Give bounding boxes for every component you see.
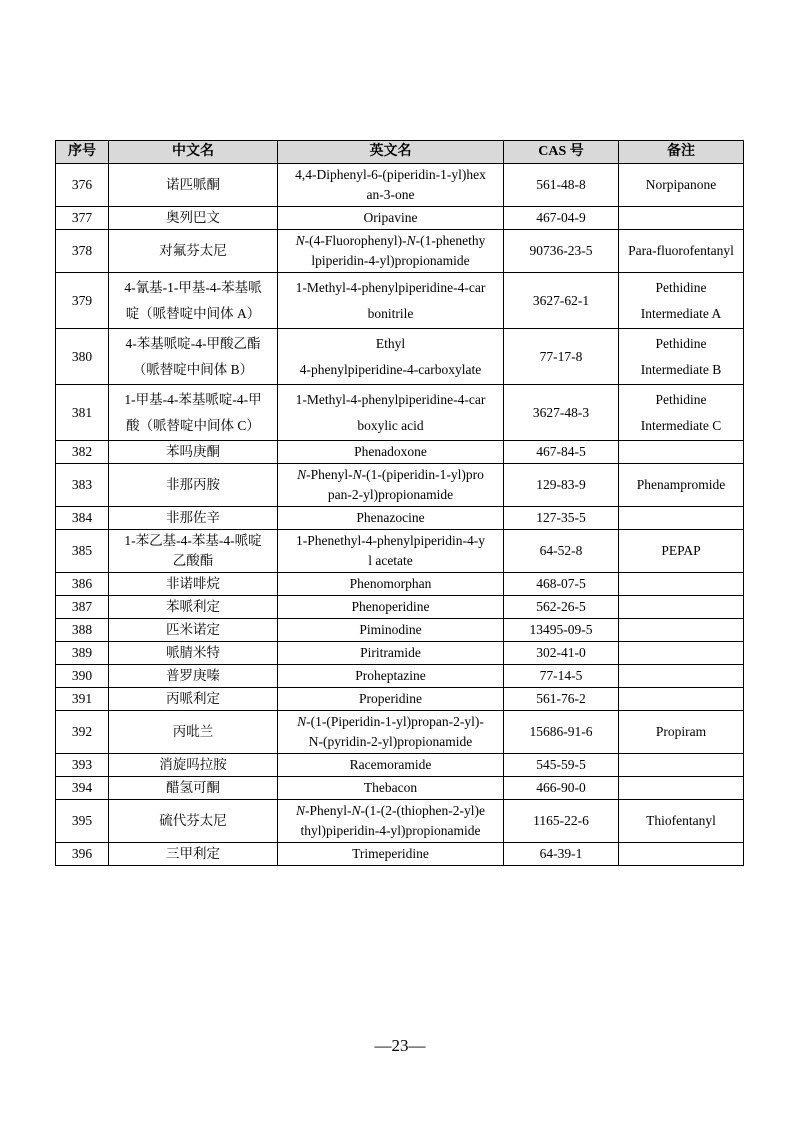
- chinese-name-cell: [109, 711, 278, 754]
- table-row: [56, 530, 744, 573]
- english-name-cell: [278, 619, 504, 642]
- cell-line: l acetate: [368, 553, 413, 568]
- cell-line: 467-04-9: [536, 210, 586, 225]
- serial-cell: [56, 596, 109, 619]
- note-cell: [619, 464, 744, 507]
- cell-line: 387: [71, 599, 93, 614]
- english-name-cell: [278, 843, 504, 866]
- cell-line: 385: [71, 543, 93, 558]
- english-name-cell: [278, 273, 504, 329]
- page-number: —23—: [374, 1036, 426, 1055]
- cell-line: 394: [71, 780, 93, 795]
- cell-line: 13495-09-5: [529, 622, 593, 637]
- note-cell: [619, 329, 744, 385]
- cell-line: 380: [71, 348, 93, 364]
- chinese-name-cell: [109, 273, 278, 329]
- cell-line: pan-2-yl)propionamide: [327, 487, 454, 502]
- header-english-name: 英文名: [278, 141, 504, 164]
- serial-cell: [56, 329, 109, 385]
- cell-line: an-3-one: [366, 187, 415, 202]
- cell-line: Trimeperidine: [352, 846, 429, 861]
- cell-line: 395: [71, 813, 93, 828]
- cell-line: N-(4-Fluorophenyl)-N-(1-phenethy: [295, 233, 486, 248]
- cell-line: 391: [71, 691, 93, 706]
- chinese-name-cell: [109, 573, 278, 596]
- table-row: [56, 843, 744, 866]
- cell-line: 非那佐辛: [166, 510, 220, 525]
- table-header: [56, 141, 744, 164]
- chinese-name-cell: [109, 385, 278, 441]
- cell-line: 466-90-0: [536, 780, 586, 795]
- table-row: [56, 800, 744, 843]
- table-row: [56, 507, 744, 530]
- cell-line: bonitrile: [367, 305, 414, 321]
- cell-line: 丙哌利定: [166, 691, 220, 706]
- cell-line: 561-48-8: [536, 177, 586, 192]
- cas-cell: [504, 688, 619, 711]
- note-cell: [619, 619, 744, 642]
- cell-line: 奥列巴文: [166, 210, 220, 225]
- cell-line: Propiram: [655, 724, 707, 739]
- chinese-name-cell: [109, 464, 278, 507]
- cell-line: Intermediate B: [640, 361, 722, 377]
- cell-line: 4-氰基-1-甲基-4-苯基哌: [124, 279, 262, 295]
- cell-line: Para-fluorofentanyl: [628, 243, 734, 258]
- english-name-cell: [278, 777, 504, 800]
- cell-line: N-Phenyl-N-(1-(piperidin-1-yl)pro: [297, 467, 484, 482]
- english-name-cell: [278, 642, 504, 665]
- cell-line: 4-苯基哌啶-4-甲酸乙酯: [125, 335, 261, 351]
- cell-line: N-Phenyl-N-(1-(2-(thiophen-2-yl)e: [296, 803, 485, 818]
- note-cell: [619, 207, 744, 230]
- cell-line: Proheptazine: [355, 668, 426, 683]
- cas-cell: [504, 596, 619, 619]
- cas-cell: [504, 230, 619, 273]
- cell-line: 384: [71, 510, 93, 525]
- cell-line: Norpipanone: [645, 177, 717, 192]
- note-cell: [619, 230, 744, 273]
- cell-line: 467-84-5: [536, 444, 586, 459]
- cell-line: 390: [71, 668, 93, 683]
- chinese-name-cell: [109, 207, 278, 230]
- cell-line: 376: [71, 177, 93, 192]
- table-row: [56, 273, 744, 329]
- cas-cell: [504, 507, 619, 530]
- cell-line: Ethyl: [375, 335, 406, 351]
- note-cell: [619, 596, 744, 619]
- serial-cell: [56, 843, 109, 866]
- chinese-name-cell: [109, 777, 278, 800]
- note-cell: [619, 507, 744, 530]
- serial-cell: [56, 464, 109, 507]
- cell-line: Piminodine: [359, 622, 422, 637]
- english-name-cell: [278, 596, 504, 619]
- chinese-name-cell: [109, 329, 278, 385]
- cell-line: 1-甲基-4-苯基哌啶-4-甲: [124, 391, 262, 407]
- serial-cell: [56, 230, 109, 273]
- table-row: [56, 230, 744, 273]
- note-cell: [619, 530, 744, 573]
- table-row: [56, 665, 744, 688]
- cell-line: 丙吡兰: [172, 724, 214, 739]
- header-serial: 序号: [56, 141, 109, 164]
- cell-line: boxylic acid: [357, 417, 424, 433]
- serial-cell: [56, 573, 109, 596]
- english-name-cell: [278, 688, 504, 711]
- cell-line: 匹米诺定: [166, 622, 220, 637]
- cell-line: 378: [71, 243, 93, 258]
- english-name-cell: [278, 530, 504, 573]
- cas-cell: [504, 642, 619, 665]
- cell-line: 127-35-5: [536, 510, 586, 525]
- cas-cell: [504, 164, 619, 207]
- cell-line: Phenazocine: [356, 510, 425, 525]
- table-row: [56, 385, 744, 441]
- serial-cell: [56, 619, 109, 642]
- serial-cell: [56, 441, 109, 464]
- cell-line: 377: [71, 210, 93, 225]
- note-cell: [619, 642, 744, 665]
- cell-line: Phenomorphan: [349, 576, 432, 591]
- table-row: [56, 754, 744, 777]
- cell-line: 382: [71, 444, 93, 459]
- cell-line: 388: [71, 622, 93, 637]
- serial-cell: [56, 754, 109, 777]
- cell-line: Pethidine: [655, 279, 707, 295]
- english-name-cell: [278, 507, 504, 530]
- cell-line: 386: [71, 576, 93, 591]
- chinese-name-cell: [109, 619, 278, 642]
- serial-cell: [56, 642, 109, 665]
- note-cell: [619, 754, 744, 777]
- english-name-cell: [278, 573, 504, 596]
- cell-line: Racemoramide: [349, 757, 432, 772]
- substances-table-body: [56, 164, 744, 866]
- table-row: [56, 207, 744, 230]
- cell-line: 诺匹哌酮: [166, 177, 220, 192]
- english-name-cell: [278, 207, 504, 230]
- serial-cell: [56, 164, 109, 207]
- chinese-name-cell: [109, 164, 278, 207]
- cell-line: 1165-22-6: [533, 813, 589, 828]
- note-cell: [619, 385, 744, 441]
- cell-line: 1-Phenethyl-4-phenylpiperidin-4-y: [296, 533, 485, 548]
- english-name-cell: [278, 665, 504, 688]
- note-cell: [619, 688, 744, 711]
- cell-line: PEPAP: [661, 543, 701, 558]
- substances-table: [55, 140, 744, 866]
- note-cell: [619, 441, 744, 464]
- table-row: [56, 777, 744, 800]
- chinese-name-cell: [109, 530, 278, 573]
- serial-cell: [56, 777, 109, 800]
- note-cell: [619, 164, 744, 207]
- chinese-name-cell: [109, 754, 278, 777]
- cell-line: Intermediate C: [640, 417, 722, 433]
- cell-line: 哌腈米特: [166, 645, 220, 660]
- serial-cell: [56, 273, 109, 329]
- cell-line: Phenoperidine: [351, 599, 430, 614]
- table-row: [56, 329, 744, 385]
- table-row: [56, 596, 744, 619]
- chinese-name-cell: [109, 507, 278, 530]
- cell-line: Phenadoxone: [354, 444, 427, 459]
- cell-line: 379: [71, 292, 93, 308]
- table-row: [56, 642, 744, 665]
- cell-line: lpiperidin-4-yl)propionamide: [311, 253, 470, 268]
- cell-line: 389: [71, 645, 93, 660]
- cas-cell: [504, 385, 619, 441]
- cell-line: 啶（哌替啶中间体 A）: [125, 305, 261, 321]
- note-cell: [619, 777, 744, 800]
- english-name-cell: [278, 754, 504, 777]
- table-row: [56, 711, 744, 754]
- header-row: [56, 141, 744, 164]
- serial-cell: [56, 800, 109, 843]
- table-row: [56, 619, 744, 642]
- cell-line: 1-Methyl-4-phenylpiperidine-4-car: [295, 279, 486, 295]
- english-name-cell: [278, 464, 504, 507]
- chinese-name-cell: [109, 441, 278, 464]
- cell-line: 1-Methyl-4-phenylpiperidine-4-car: [295, 391, 486, 407]
- cell-line: 393: [71, 757, 93, 772]
- serial-cell: [56, 530, 109, 573]
- cell-line: 302-41-0: [536, 645, 586, 660]
- english-name-cell: [278, 329, 504, 385]
- cell-line: Phenampromide: [636, 477, 726, 492]
- serial-cell: [56, 665, 109, 688]
- header-chinese-name: 中文名: [109, 141, 278, 164]
- chinese-name-cell: [109, 843, 278, 866]
- note-cell: [619, 665, 744, 688]
- cas-cell: [504, 619, 619, 642]
- cell-line: N-(pyridin-2-yl)propionamide: [308, 734, 473, 749]
- cas-cell: [504, 207, 619, 230]
- cell-line: Intermediate A: [640, 305, 722, 321]
- english-name-cell: [278, 800, 504, 843]
- cell-line: 545-59-5: [536, 757, 586, 772]
- english-name-cell: [278, 711, 504, 754]
- table-row: [56, 573, 744, 596]
- cell-line: 3627-48-3: [532, 404, 590, 420]
- cas-cell: [504, 573, 619, 596]
- serial-cell: [56, 711, 109, 754]
- cell-line: 77-17-8: [539, 348, 583, 364]
- cell-line: 383: [71, 477, 93, 492]
- cas-cell: [504, 464, 619, 507]
- cell-line: 562-26-5: [536, 599, 586, 614]
- cell-line: 129-83-9: [536, 477, 586, 492]
- cell-line: 1-苯乙基-4-苯基-4-哌啶: [124, 533, 262, 548]
- chinese-name-cell: [109, 800, 278, 843]
- cas-cell: [504, 843, 619, 866]
- note-cell: [619, 711, 744, 754]
- cell-line: Thebacon: [363, 780, 418, 795]
- cell-line: 64-52-8: [539, 543, 583, 558]
- cell-line: 64-39-1: [539, 846, 583, 861]
- english-name-cell: [278, 441, 504, 464]
- english-name-cell: [278, 385, 504, 441]
- cas-cell: [504, 665, 619, 688]
- cell-line: 苯哌利定: [166, 599, 220, 614]
- table-row: [56, 464, 744, 507]
- cell-line: 392: [71, 724, 93, 739]
- note-cell: [619, 843, 744, 866]
- table-row: [56, 441, 744, 464]
- cell-line: 381: [71, 404, 93, 420]
- cell-line: 90736-23-5: [529, 243, 593, 258]
- table-row: [56, 688, 744, 711]
- cell-line: 对氟芬太尼: [159, 243, 227, 258]
- cell-line: 15686-91-6: [529, 724, 593, 739]
- cell-line: Pethidine: [655, 335, 707, 351]
- cell-line: 77-14-5: [539, 668, 583, 683]
- cell-line: Thiofentanyl: [646, 813, 716, 828]
- cell-line: thyl)piperidin-4-yl)propionamide: [300, 823, 481, 838]
- cas-cell: [504, 441, 619, 464]
- serial-cell: [56, 688, 109, 711]
- cell-line: 硫代芬太尼: [159, 813, 227, 828]
- serial-cell: [56, 385, 109, 441]
- cell-line: 3627-62-1: [532, 292, 590, 308]
- cell-line: N-(1-(Piperidin-1-yl)propan-2-yl)-: [297, 714, 484, 729]
- cell-line: Piritramide: [360, 645, 421, 660]
- cell-line: Oripavine: [363, 210, 418, 225]
- cas-cell: [504, 273, 619, 329]
- header-cas-number: CAS 号: [504, 141, 619, 164]
- cas-cell: [504, 800, 619, 843]
- cas-cell: [504, 754, 619, 777]
- cell-line: Properidine: [359, 691, 422, 706]
- serial-cell: [56, 507, 109, 530]
- chinese-name-cell: [109, 688, 278, 711]
- cas-cell: [504, 777, 619, 800]
- cell-line: 非那丙胺: [166, 477, 220, 492]
- cell-line: （哌替啶中间体 B）: [132, 361, 254, 377]
- cell-line: Pethidine: [655, 391, 707, 407]
- chinese-name-cell: [109, 230, 278, 273]
- chinese-name-cell: [109, 665, 278, 688]
- chinese-name-cell: [109, 596, 278, 619]
- cell-line: 非诺啡烷: [166, 576, 220, 591]
- cas-cell: [504, 530, 619, 573]
- note-cell: [619, 800, 744, 843]
- note-cell: [619, 573, 744, 596]
- cell-line: 468-07-5: [536, 576, 586, 591]
- cell-line: 普罗庚嗪: [166, 668, 220, 683]
- cell-line: 4-phenylpiperidine-4-carboxylate: [299, 361, 482, 377]
- cell-line: 396: [71, 846, 93, 861]
- cell-line: 乙酸酯: [172, 553, 214, 568]
- cell-line: 酸（哌替啶中间体 C）: [126, 417, 260, 433]
- cell-line: 561-76-2: [536, 691, 586, 706]
- cell-line: 4,4-Diphenyl-6-(piperidin-1-yl)hex: [295, 167, 486, 182]
- chinese-name-cell: [109, 642, 278, 665]
- table-row: [56, 164, 744, 207]
- cas-cell: [504, 711, 619, 754]
- header-note: 备注: [619, 141, 744, 164]
- cell-line: 苯吗庚酮: [166, 444, 220, 459]
- cell-line: 三甲利定: [166, 846, 220, 861]
- cas-cell: [504, 329, 619, 385]
- serial-cell: [56, 207, 109, 230]
- cell-line: 醋氢可酮: [166, 780, 220, 795]
- note-cell: [619, 273, 744, 329]
- english-name-cell: [278, 230, 504, 273]
- english-name-cell: [278, 164, 504, 207]
- cell-line: 消旋吗拉胺: [159, 757, 227, 772]
